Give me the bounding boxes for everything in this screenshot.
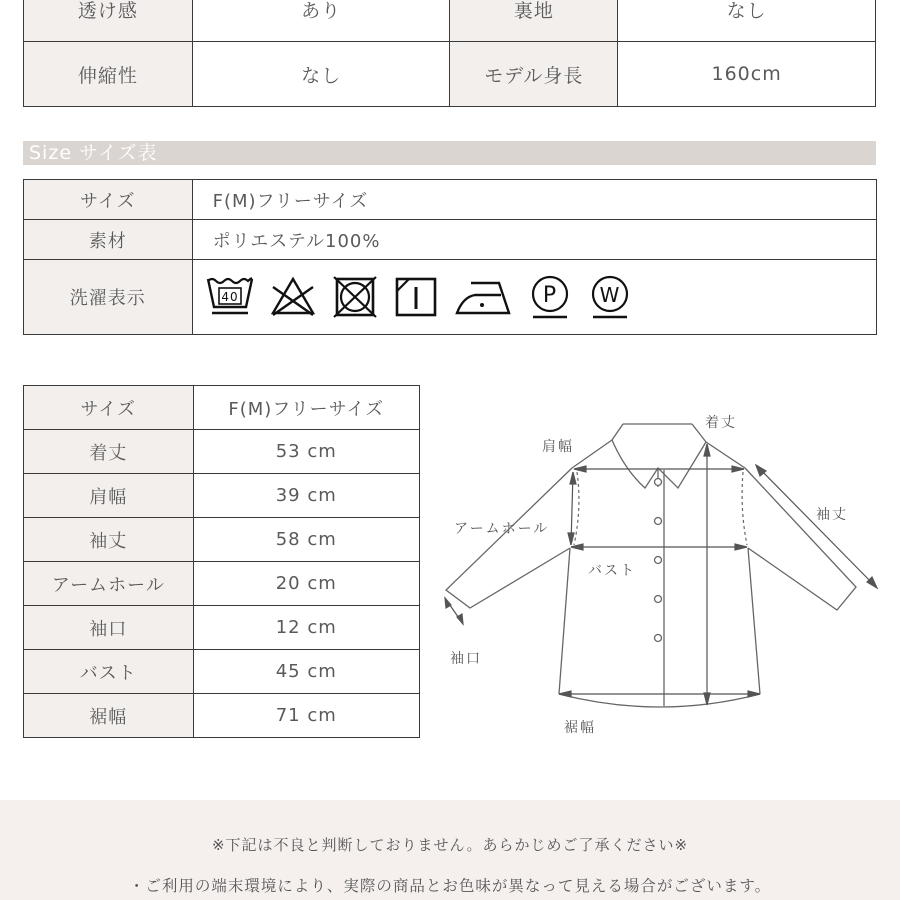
size-section-banner: Size サイズ表 — [23, 141, 876, 165]
notice-heading: ※下記は不良と判断しておりません。あらかじめご了承ください※ — [211, 836, 689, 854]
row-label: アームホール — [24, 562, 194, 606]
label-size: サイズ — [24, 180, 193, 220]
diagram-label-sleeve: 袖丈 — [816, 507, 848, 523]
iron-low-icon — [453, 275, 513, 319]
row-label: 着丈 — [24, 430, 194, 474]
diagram-label-hem: 裾幅 — [564, 720, 596, 736]
shirt-measurement-diagram — [440, 400, 900, 760]
row-label: 肩幅 — [24, 474, 194, 518]
no-bleach-icon — [269, 275, 317, 319]
row-value: 39 cm — [193, 474, 419, 518]
diagram-label-armhole: アームホール — [454, 521, 550, 537]
table-row — [24, 606, 420, 650]
row-value: 45 cm — [193, 650, 419, 694]
label-stretch: 伸縮性 — [24, 42, 193, 107]
row-label: 袖口 — [24, 606, 194, 650]
diagram-label-bust: バスト — [588, 563, 636, 579]
measurement-table — [23, 385, 420, 738]
label-care: 洗濯表示 — [24, 260, 193, 335]
wash-40-gentle-icon — [205, 275, 255, 319]
table-row — [24, 562, 420, 606]
row-value: 53 cm — [193, 430, 419, 474]
value-material: ポリエステル100% — [192, 220, 876, 260]
notice-line: ・ご利用の端末環境により、実際の商品とお色味が異なって見える場合がございます。 — [128, 877, 772, 895]
svg-text:40: 40 — [220, 290, 239, 304]
row-value: 71 cm — [193, 694, 419, 738]
value-stretch: なし — [192, 42, 450, 107]
value-size: F(M)フリーサイズ — [192, 180, 876, 220]
label-model-height: モデル身長 — [450, 42, 618, 107]
table-row — [24, 650, 420, 694]
label-lining: 裏地 — [450, 0, 618, 42]
table-row — [24, 180, 877, 220]
care-icons — [193, 274, 876, 320]
table-header-row — [24, 386, 420, 430]
header-size-value: F(M)フリーサイズ — [193, 386, 419, 430]
wet-clean-w-icon — [587, 274, 633, 320]
label-material: 素材 — [24, 220, 193, 260]
row-label: 袖丈 — [24, 518, 194, 562]
table-row — [24, 430, 420, 474]
value-model-height: 160cm — [618, 42, 876, 107]
shirt-outline-icon — [440, 400, 900, 760]
row-label: 裾幅 — [24, 694, 194, 738]
line-dry-shade-icon — [393, 275, 439, 319]
table-row — [24, 474, 420, 518]
notice-footer — [0, 800, 900, 900]
table-row — [24, 260, 877, 335]
table-row — [24, 518, 420, 562]
row-value: 12 cm — [193, 606, 419, 650]
care-icons-cell — [192, 260, 876, 335]
svg-text:W: W — [599, 283, 620, 307]
diagram-label-length: 着丈 — [705, 415, 737, 431]
table-row — [24, 694, 420, 738]
svg-text:P: P — [542, 283, 557, 308]
no-tumble-dry-icon — [331, 275, 379, 319]
row-label: バスト — [24, 650, 194, 694]
row-value: 58 cm — [193, 518, 419, 562]
diagram-label-shoulder: 肩幅 — [542, 439, 574, 455]
attributes-table — [23, 0, 876, 107]
table-row — [24, 42, 876, 107]
header-size-label: サイズ — [24, 386, 194, 430]
value-transparency: あり — [192, 0, 450, 42]
label-transparency: 透け感 — [24, 0, 193, 42]
value-lining: なし — [618, 0, 876, 42]
table-row — [24, 220, 877, 260]
dry-clean-p-icon — [527, 274, 573, 320]
size-info-table — [23, 179, 877, 335]
diagram-label-cuff: 袖口 — [450, 651, 482, 667]
row-value: 20 cm — [193, 562, 419, 606]
table-row — [24, 0, 876, 42]
